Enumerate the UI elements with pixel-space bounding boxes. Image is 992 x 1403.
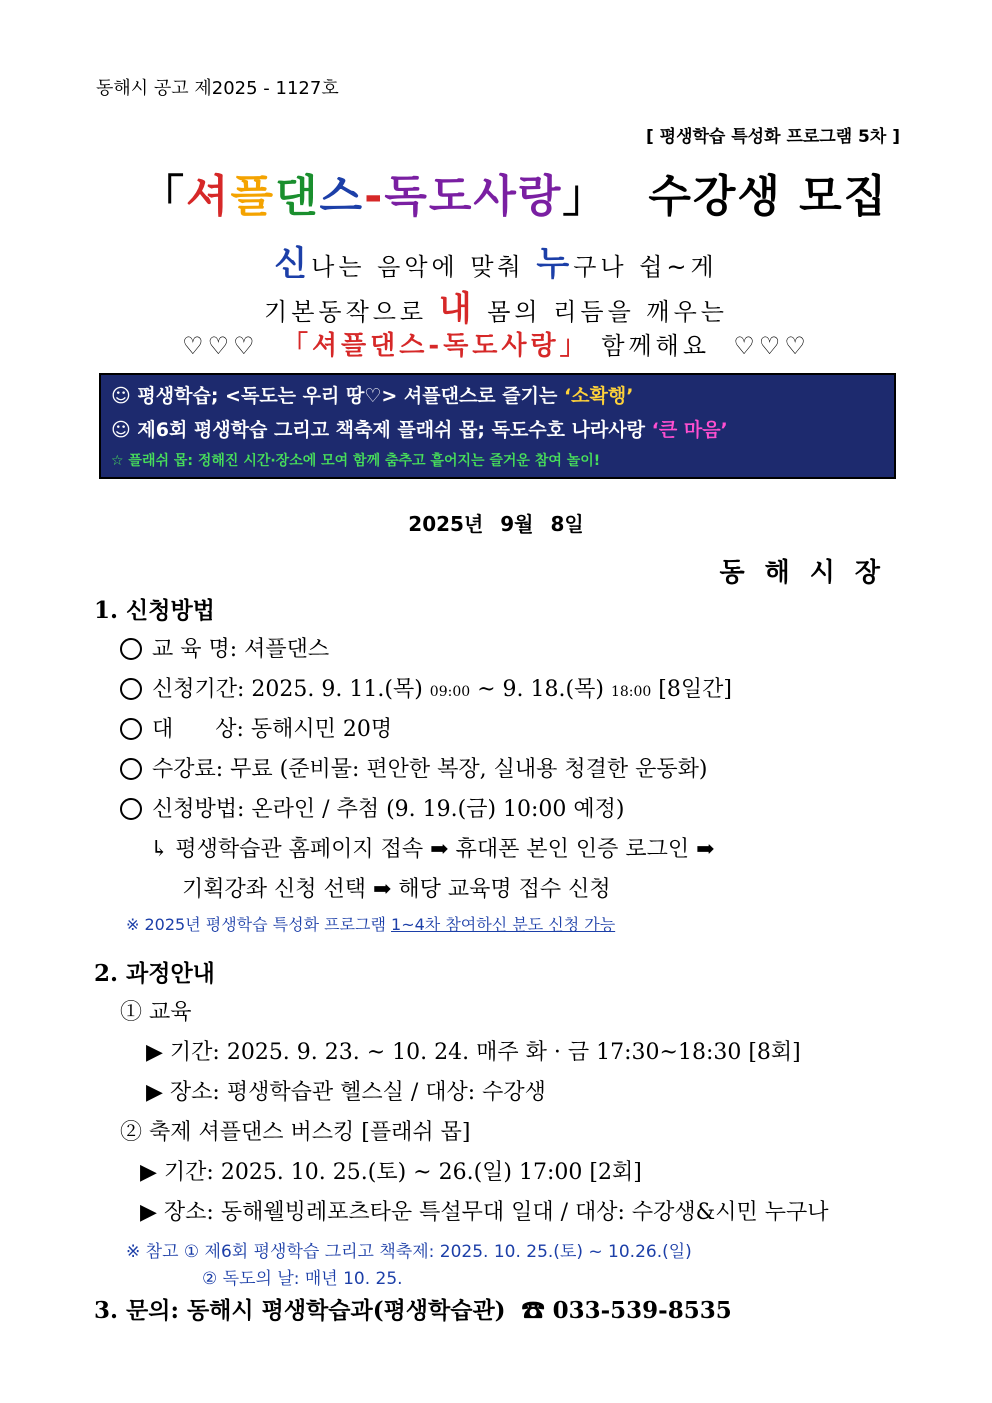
apply-period (120, 672, 732, 703)
apply-period-c: [8일간] (651, 677, 732, 702)
fee (120, 752, 707, 783)
slogan-line-1 (0, 236, 992, 285)
course-period: ▶ 기간: 2025. 9. 23. ~ 10. 24. 매주 화 · 금 17:30~18:30 [8회] (146, 1040, 801, 1065)
apply-method (120, 792, 625, 823)
section-1-heading: 1. 신청방법 (94, 597, 215, 624)
title-char-1: 셔 (186, 171, 231, 222)
target-text: 대 상: 동해시민 20명 (152, 717, 393, 742)
slogan-accent-2: 누 (536, 244, 574, 284)
apply-period-time2: 18:00 (610, 684, 652, 700)
title-char-4: 스 (319, 171, 365, 222)
section-3-contact (94, 1292, 732, 1325)
title-quote-close: 」 (562, 171, 609, 222)
apply-note (126, 912, 615, 935)
reference-1: ※ 참고 ① 제6회 평생학습 그리고 책축제: 2025. 10. 25.(토) ~ 10.26.(일) (126, 1242, 692, 1262)
busking-period: ▶ 기간: 2025. 10. 25.(토) ~ 26.(일) 17:00 [2회] (140, 1160, 642, 1185)
apply-period-b: ~ 9. 18.(목) (470, 677, 611, 702)
apply-note-a: ※ 2025년 평생학습 특성화 프로그램 (126, 915, 392, 934)
mayor-signature: 동해시장 (719, 558, 900, 588)
apply-period-a: 신청기간: 2025. 9. 11.(목) (152, 677, 430, 702)
apply-step-2: 기획강좌 신청 선택 ➡ 해당 교육명 접수 신청 (182, 877, 611, 902)
circle-bullet-icon (120, 718, 142, 740)
slogan-text-1b: 구나 쉽~게 (573, 253, 718, 281)
highlight-line-2 (111, 413, 884, 447)
title-char-2: 플 (230, 171, 276, 222)
circle-bullet-icon (120, 638, 142, 660)
title-dokdo: 독도사랑 (384, 171, 563, 222)
slogan-text-2a: 기본동작으로 (264, 298, 439, 326)
busking-place: ▶ 장소: 동해웰빙레포츠타운 특설무대 일대 / 대상: 수강생&시민 누구나 (140, 1200, 829, 1225)
slogan-title: 「셔플댄스-독도사랑」 (281, 331, 590, 361)
section-2-heading: 2. 과정안내 (94, 960, 215, 987)
program-series: [ 평생학습 특성화 프로그램 5차 ] (645, 127, 900, 147)
circle-bullet-icon (120, 758, 142, 780)
apply-method-text: 신청방법: 온라인 / 추첨 (9. 19.(금) 10:00 예정) (152, 797, 625, 822)
reference-2: ② 독도의 날: 매년 10. 25. (202, 1269, 403, 1289)
apply-step-1: ↳ 평생학습관 홈페이지 접속 ➡ 휴대폰 본인 인증 로그인 ➡ (150, 837, 715, 862)
circle-bullet-icon (120, 678, 142, 700)
slogan-text-1a: 나는 음악에 맞춰 (311, 253, 537, 281)
highlight-line-3: ☆ 플래쉬 몹: 정해진 시간·장소에 모여 함께 춤추고 흩어지는 즐거운 참여 놀이! (111, 453, 601, 469)
contact-phone: ☎ 033-539-8535 (521, 1297, 732, 1324)
hearts-right: ♡♡♡ (733, 332, 810, 360)
title-dash: - (364, 171, 385, 222)
slogan-together: 함께해요 (601, 332, 711, 360)
apply-note-b: 1~4차 참여하신 분도 신청 가능 (391, 915, 616, 934)
slogan-accent-1: 신 (274, 244, 312, 284)
highlight-line-1 (111, 379, 884, 413)
course-sub-1: ① 교육 (120, 1000, 192, 1025)
title-char-3: 댄 (275, 171, 320, 222)
contact-text: 3. 문의: 동해시 평생학습과(평생학습관) (94, 1297, 506, 1324)
apply-period-time1: 09:00 (429, 684, 471, 700)
hearts-left: ♡♡♡ (182, 332, 259, 360)
slogan-text-2b: 몸의 리듬을 깨우는 (475, 298, 728, 326)
highlight-accent-1: ‘소확행’ (563, 385, 634, 407)
title-recruit: 수강생 모집 (648, 171, 889, 222)
course-name (120, 632, 329, 663)
notice-date: 2025년 9월 8일 (408, 512, 584, 536)
highlight-text-2: ☺ 제6회 평생학습 그리고 책축제 플래쉬 몹; 독도수호 나라사랑 (111, 419, 652, 441)
fee-text: 수강료: 무료 (준비물: 편안한 복장, 실내용 청결한 운동화) (152, 757, 708, 782)
circle-bullet-icon (120, 798, 142, 820)
slogan-line-2 (0, 281, 992, 330)
slogan-line-3 (0, 325, 992, 362)
highlight-accent-2: ‘큰 마음’ (651, 419, 728, 441)
course-sub-2: ② 축제 셔플댄스 버스킹 [플래쉬 몹] (120, 1120, 471, 1145)
slogan-accent-3: 내 (438, 289, 476, 329)
title-quote-open: 「 (140, 171, 186, 222)
notice-number: 동해시 공고 제2025 - 1127호 (96, 78, 339, 99)
page-title (140, 160, 900, 224)
course-name-text: 교 육 명: 셔플댄스 (152, 637, 330, 662)
highlight-box (99, 373, 896, 479)
course-place: ▶ 장소: 평생학습관 헬스실 / 대상: 수강생 (146, 1080, 546, 1105)
target (120, 712, 392, 743)
highlight-text-1: ☺ 평생학습; <독도는 우리 땅♡> 셔플댄스로 즐기는 (111, 385, 564, 407)
